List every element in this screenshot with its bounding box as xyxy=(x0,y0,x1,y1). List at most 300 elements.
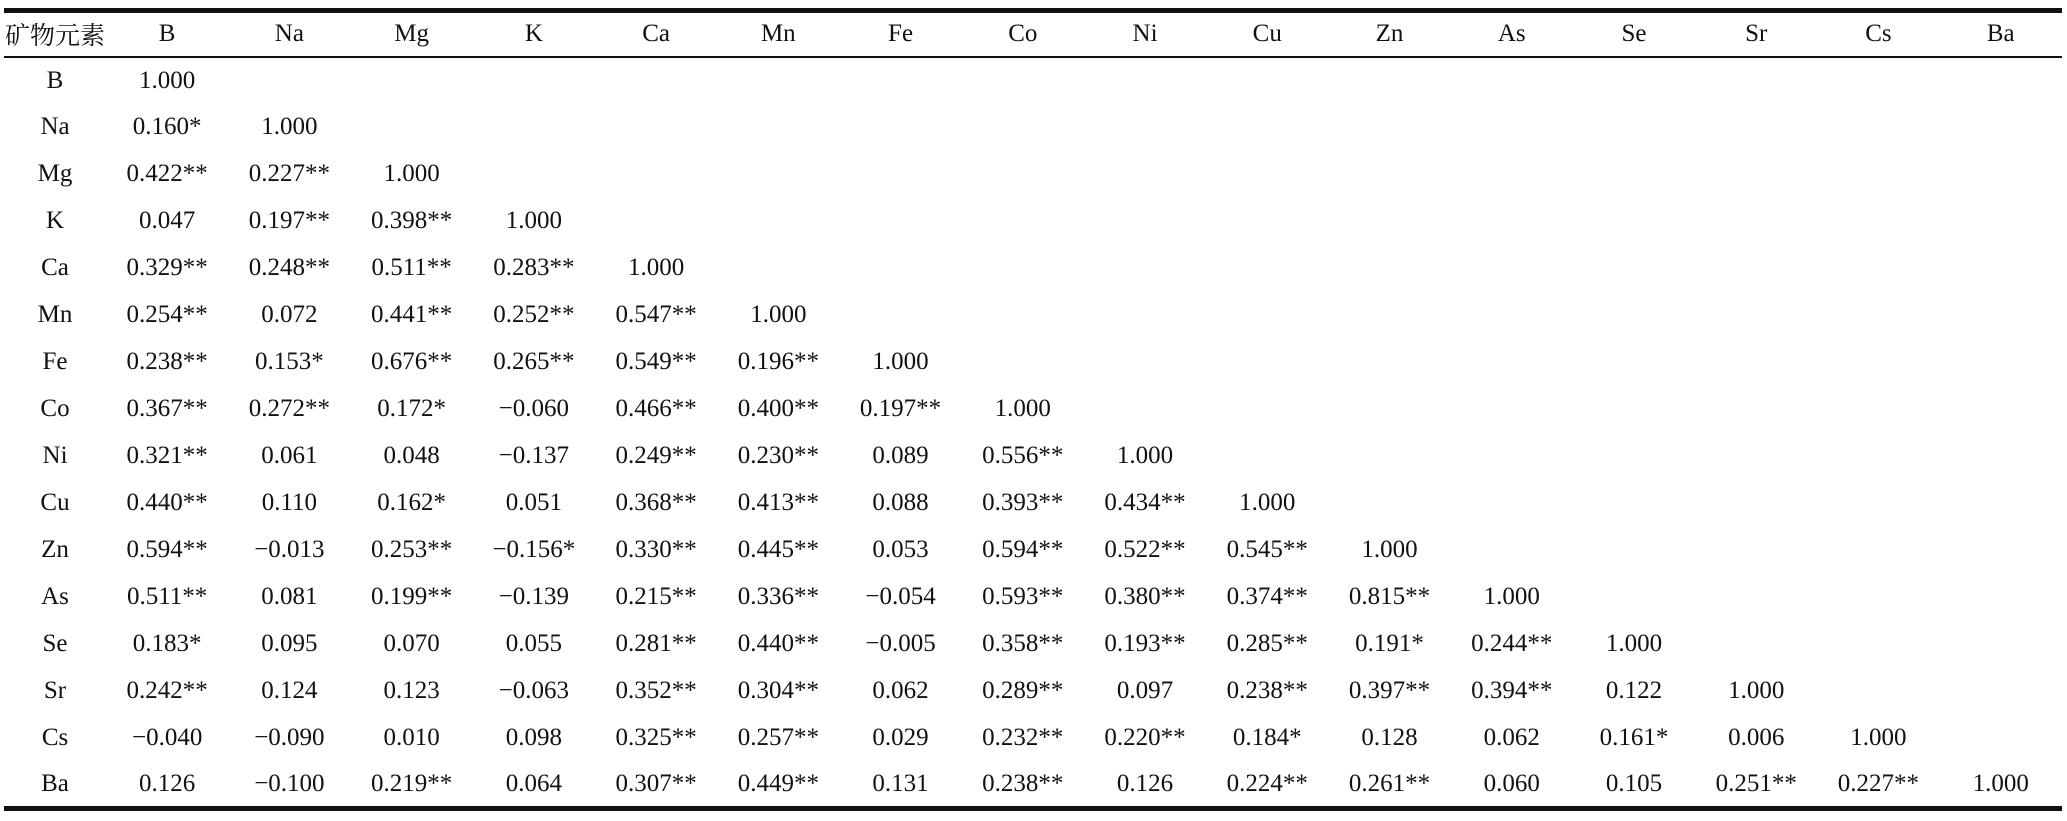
table-cell: 0.048 xyxy=(383,442,440,469)
table-cell: 0.413** xyxy=(737,489,819,516)
table-cell xyxy=(1817,104,1939,151)
table-cell: 0.400** xyxy=(737,395,819,422)
table-cell xyxy=(351,57,473,104)
table-cell xyxy=(1328,151,1450,198)
table-cell xyxy=(839,151,961,198)
table-cell xyxy=(839,104,961,151)
table-row xyxy=(4,386,2062,433)
table-cell xyxy=(1206,292,1328,339)
table-cell: 0.197** xyxy=(248,207,330,234)
table-cell xyxy=(351,104,473,151)
table-cell: 0.153* xyxy=(255,348,324,375)
table-cell xyxy=(1695,386,1817,433)
table-cell: −0.005 xyxy=(865,630,936,657)
table-cell: 0.307** xyxy=(595,762,717,809)
table-cell: 1.000 xyxy=(994,395,1051,422)
table-cell xyxy=(1940,668,2062,715)
column-header-zn: Zn xyxy=(1328,11,1450,57)
table-cell: 0.006 xyxy=(1728,724,1785,751)
column-header-as: As xyxy=(1451,11,1573,57)
table-cell: −0.100 xyxy=(228,762,350,809)
table-cell: −0.013 xyxy=(254,536,325,563)
table-cell xyxy=(1695,433,1817,480)
table-cell xyxy=(962,104,1084,151)
table-cell xyxy=(1328,386,1450,433)
table-cell xyxy=(1084,198,1206,245)
table-cell: 0.325** xyxy=(615,724,697,751)
table-cell: 0.289** xyxy=(982,677,1064,704)
row-label: Ni xyxy=(42,442,68,469)
table-cell: 0.124 xyxy=(261,677,318,704)
table-cell: 0.253** xyxy=(370,536,453,563)
table-cell xyxy=(1573,433,1695,480)
table-cell xyxy=(1206,198,1328,245)
table-cell xyxy=(1328,57,1450,104)
table-cell: 1.000 xyxy=(1483,583,1540,610)
table-cell: 0.070 xyxy=(383,630,440,657)
table-cell xyxy=(1695,57,1817,104)
table-cell: 0.131 xyxy=(839,762,961,809)
table-cell xyxy=(1940,621,2062,668)
table-cell: 0.367** xyxy=(126,395,208,422)
table-row xyxy=(4,151,2062,198)
table-cell xyxy=(1328,104,1450,151)
table-cell: 0.072 xyxy=(261,301,318,328)
table-cell: 0.545** xyxy=(1226,536,1308,563)
table-cell xyxy=(1451,57,1573,104)
column-header-cu: Cu xyxy=(1206,11,1328,57)
table-cell: 0.230** xyxy=(737,442,819,469)
row-label: Se xyxy=(42,630,68,657)
table-cell xyxy=(1206,151,1328,198)
table-cell: 1.000 xyxy=(1728,677,1785,704)
table-row xyxy=(4,715,2062,762)
table-cell: 0.440** xyxy=(126,489,208,516)
table-cell: 1.000 xyxy=(627,254,685,281)
table-cell xyxy=(1573,57,1695,104)
table-cell xyxy=(1695,480,1817,527)
table-cell xyxy=(839,57,961,104)
table-cell xyxy=(595,57,717,104)
row-label: As xyxy=(41,583,69,610)
table-cell: 0.330** xyxy=(615,536,697,563)
column-header-ca: Ca xyxy=(595,11,717,57)
table-cell xyxy=(595,104,717,151)
table-cell xyxy=(962,198,1084,245)
table-cell xyxy=(1695,527,1817,574)
table-cell: 0.220** xyxy=(1104,724,1186,751)
table-cell xyxy=(1451,245,1573,292)
row-label: Mn xyxy=(37,301,73,328)
table-cell xyxy=(1817,57,1939,104)
table-cell xyxy=(1573,245,1695,292)
table-cell xyxy=(1817,386,1939,433)
table-cell: 0.249** xyxy=(615,442,697,469)
row-label: Cu xyxy=(40,489,70,516)
table-cell: 0.097 xyxy=(1116,677,1174,704)
table-cell: 0.199** xyxy=(370,583,453,610)
table-cell xyxy=(1817,527,1939,574)
table-cell xyxy=(1817,198,1939,245)
table-cell: 0.238** xyxy=(962,762,1084,809)
table-cell: 0.193** xyxy=(1104,630,1186,657)
table-cell: −0.054 xyxy=(865,583,936,610)
table-cell xyxy=(1940,339,2062,386)
table-cell xyxy=(1451,104,1573,151)
table-cell: 0.053 xyxy=(872,536,929,563)
table-cell: 0.197** xyxy=(859,395,942,422)
table-cell: 0.062 xyxy=(872,677,929,704)
table-cell: 0.055 xyxy=(505,630,562,657)
table-cell: −0.137 xyxy=(498,442,570,469)
table-cell: 0.594** xyxy=(982,536,1064,563)
table-cell xyxy=(1695,198,1817,245)
table-cell xyxy=(1084,245,1206,292)
table-cell xyxy=(1817,480,1939,527)
column-header-fe: Fe xyxy=(839,11,961,57)
row-label: Na xyxy=(40,113,70,140)
table-cell: 0.441** xyxy=(370,301,453,328)
table-cell xyxy=(1573,480,1695,527)
table-cell xyxy=(1940,104,2062,151)
table-cell xyxy=(839,198,961,245)
table-cell xyxy=(1573,386,1695,433)
table-cell xyxy=(839,292,961,339)
table-cell: 0.265** xyxy=(493,348,575,375)
table-cell xyxy=(473,104,595,151)
table-cell xyxy=(1451,433,1573,480)
table-cell xyxy=(1940,292,2062,339)
table-cell: 0.522** xyxy=(1104,536,1186,563)
row-label: Cs xyxy=(41,724,69,751)
table-cell: 0.676** xyxy=(370,348,453,375)
table-header xyxy=(4,11,2062,57)
table-cell: 0.556** xyxy=(982,442,1064,469)
table-cell: 0.434** xyxy=(1104,489,1186,516)
table-cell: −0.040 xyxy=(131,724,203,751)
table-cell: 0.089 xyxy=(872,442,929,469)
table-cell xyxy=(1451,292,1573,339)
table-cell: 0.219** xyxy=(351,762,473,809)
table-cell: 0.248** xyxy=(248,254,330,281)
table-cell: 0.061 xyxy=(261,442,318,469)
table-cell xyxy=(1084,339,1206,386)
table-cell: 0.440** xyxy=(737,630,819,657)
table-cell: 0.272** xyxy=(248,395,330,422)
table-cell xyxy=(1940,715,2062,762)
table-cell: 0.123 xyxy=(383,677,440,704)
table-cell xyxy=(1940,151,2062,198)
table-cell xyxy=(228,57,350,104)
table-cell: 0.238** xyxy=(126,348,208,375)
table-cell: −0.090 xyxy=(254,724,325,751)
table-cell xyxy=(1573,292,1695,339)
table-cell: 0.162* xyxy=(377,489,446,516)
table-cell xyxy=(1817,574,1939,621)
table-cell: 0.244** xyxy=(1471,630,1553,657)
table-cell: 0.060 xyxy=(1451,762,1573,809)
table-cell xyxy=(1451,386,1573,433)
table-row xyxy=(4,245,2062,292)
table-cell: 0.329** xyxy=(126,254,208,281)
table-cell xyxy=(1573,198,1695,245)
table-cell: 1.000 xyxy=(1850,724,1907,751)
table-cell: 0.815** xyxy=(1348,583,1431,610)
row-label: Mg xyxy=(37,160,73,187)
table-cell: 0.238** xyxy=(1226,677,1308,704)
table-cell xyxy=(1940,245,2062,292)
column-header-na: Na xyxy=(228,11,350,57)
table-cell: 0.081 xyxy=(261,583,318,610)
column-header-ba: Ba xyxy=(1940,11,2062,57)
table-cell: 1.000 xyxy=(261,113,318,140)
table-cell xyxy=(1451,527,1573,574)
table-cell: 0.336** xyxy=(737,583,819,610)
table-cell: 0.064 xyxy=(473,762,595,809)
table-cell: 1.000 xyxy=(139,66,196,94)
table-cell: 0.010 xyxy=(383,724,440,751)
table-cell xyxy=(1817,339,1939,386)
table-row xyxy=(4,668,2062,715)
table-cell: 0.029 xyxy=(872,724,929,751)
table-cell xyxy=(1940,433,2062,480)
table-cell xyxy=(1817,621,1939,668)
table-cell xyxy=(1940,527,2062,574)
table-cell xyxy=(717,151,839,198)
table-cell: 0.242** xyxy=(126,677,208,704)
table-cell: 1.000 xyxy=(750,301,807,328)
table-cell xyxy=(1940,480,2062,527)
table-cell xyxy=(1817,245,1939,292)
table-cell: 0.196** xyxy=(737,348,819,375)
table-cell: 1.000 xyxy=(383,160,440,187)
table-cell xyxy=(1695,245,1817,292)
table-row xyxy=(4,57,2062,104)
row-label: Sr xyxy=(43,677,67,704)
table-cell: 0.224** xyxy=(1206,762,1328,809)
table-row xyxy=(4,527,2062,574)
table-row xyxy=(4,621,2062,668)
table-cell xyxy=(717,198,839,245)
table-cell: 0.393** xyxy=(982,489,1064,516)
table-cell xyxy=(717,104,839,151)
column-header-b: B xyxy=(106,11,228,57)
table-cell: 0.047 xyxy=(139,207,196,234)
table-cell xyxy=(473,151,595,198)
table-cell: 0.051 xyxy=(505,489,562,516)
table-cell: 0.449** xyxy=(717,762,839,809)
table-cell xyxy=(1695,339,1817,386)
row-label: Fe xyxy=(42,348,68,375)
row-label: Zn xyxy=(41,536,69,563)
table-cell: 0.281** xyxy=(615,630,697,657)
table-cell xyxy=(1695,104,1817,151)
column-header-cs: Cs xyxy=(1817,11,1939,57)
table-cell: 0.227** xyxy=(248,160,330,187)
table-cell: 0.368** xyxy=(615,489,697,516)
table-cell: 0.128 xyxy=(1361,724,1418,751)
row-label: B xyxy=(46,66,64,94)
table-cell: 0.380** xyxy=(1104,583,1186,610)
table-cell: 0.374** xyxy=(1226,583,1308,610)
table-cell xyxy=(1451,339,1573,386)
table-cell xyxy=(1206,339,1328,386)
table-cell xyxy=(1206,386,1328,433)
table-cell xyxy=(473,57,595,104)
table-cell: 0.160* xyxy=(132,113,202,140)
table-cell xyxy=(1573,151,1695,198)
header-row xyxy=(4,11,2062,57)
table-cell xyxy=(1206,104,1328,151)
table-cell: 0.304** xyxy=(737,677,819,704)
table-cell: 0.511** xyxy=(371,254,452,281)
column-header-se: Se xyxy=(1573,11,1695,57)
table-cell xyxy=(1084,57,1206,104)
row-label: Ba xyxy=(4,762,106,809)
table-cell xyxy=(1573,574,1695,621)
table-cell xyxy=(1084,104,1206,151)
table-cell: 0.358** xyxy=(982,630,1064,657)
table-cell xyxy=(1817,433,1939,480)
table-cell: 1.000 xyxy=(1940,762,2062,809)
table-cell xyxy=(1695,292,1817,339)
table-cell xyxy=(1451,151,1573,198)
table-cell xyxy=(1940,198,2062,245)
corner-label: 矿物元素 xyxy=(4,11,106,57)
table-cell: 0.088 xyxy=(872,489,929,516)
table-cell xyxy=(717,245,839,292)
table-cell xyxy=(1451,198,1573,245)
column-header-ni: Ni xyxy=(1084,11,1206,57)
row-label: Co xyxy=(40,395,70,422)
table-cell: −0.060 xyxy=(498,395,570,422)
table-cell xyxy=(1940,386,2062,433)
table-cell xyxy=(1084,386,1206,433)
table-cell xyxy=(1328,433,1450,480)
table-cell xyxy=(962,292,1084,339)
table-cell: 0.352** xyxy=(615,677,697,704)
table-row xyxy=(4,198,2062,245)
table-cell: 0.126 xyxy=(106,762,228,809)
table-cell xyxy=(595,198,717,245)
table-cell xyxy=(1817,151,1939,198)
table-cell: 0.394** xyxy=(1471,677,1553,704)
table-cell xyxy=(1084,151,1206,198)
table-row xyxy=(4,574,2062,621)
table-cell: 0.251** xyxy=(1695,762,1817,809)
table-cell: 0.594** xyxy=(126,536,208,563)
table-cell: 0.466** xyxy=(615,395,697,422)
table-cell xyxy=(1328,292,1450,339)
table-cell xyxy=(1206,433,1328,480)
table-cell: 0.105 xyxy=(1573,762,1695,809)
table-cell: 0.098 xyxy=(505,724,562,751)
table-cell: 1.000 xyxy=(872,348,929,375)
table-cell: 0.422** xyxy=(126,160,208,187)
table-cell xyxy=(717,57,839,104)
table-cell xyxy=(839,245,961,292)
table-cell: 0.283** xyxy=(493,254,575,281)
table-cell xyxy=(1206,245,1328,292)
column-header-k: K xyxy=(473,11,595,57)
table-cell: 0.122 xyxy=(1605,677,1663,704)
table-cell xyxy=(1451,480,1573,527)
correlation-table-wrapper xyxy=(4,0,2062,821)
table-cell xyxy=(1573,339,1695,386)
table-cell: −0.139 xyxy=(498,583,570,610)
table-cell: 0.095 xyxy=(261,630,318,657)
table-cell: 0.397** xyxy=(1348,677,1431,704)
table-cell xyxy=(1695,151,1817,198)
table-row xyxy=(4,762,2062,809)
table-cell xyxy=(1817,668,1939,715)
table-row xyxy=(4,292,2062,339)
table-cell: 0.062 xyxy=(1483,724,1540,751)
table-cell: 1.000 xyxy=(1239,489,1296,516)
row-label: K xyxy=(45,207,65,234)
table-cell xyxy=(1940,574,2062,621)
table-cell: 1.000 xyxy=(1361,536,1418,563)
table-cell: 0.285** xyxy=(1226,630,1308,657)
table-cell: 0.254** xyxy=(126,301,208,328)
table-cell xyxy=(1695,621,1817,668)
table-cell xyxy=(1328,480,1450,527)
table-cell: 0.252** xyxy=(493,301,575,328)
table-cell xyxy=(1573,527,1695,574)
table-cell xyxy=(1206,57,1328,104)
column-header-sr: Sr xyxy=(1695,11,1817,57)
table-row xyxy=(4,480,2062,527)
table-cell xyxy=(962,57,1084,104)
table-row xyxy=(4,433,2062,480)
table-cell: 0.511** xyxy=(126,583,208,610)
table-cell xyxy=(1817,292,1939,339)
table-cell: −0.156* xyxy=(492,536,576,563)
column-header-mg: Mg xyxy=(351,11,473,57)
table-cell: 1.000 xyxy=(505,207,562,234)
table-cell: −0.063 xyxy=(498,677,570,704)
table-cell xyxy=(1328,198,1450,245)
table-cell: 0.232** xyxy=(982,724,1064,751)
table-row xyxy=(4,339,2062,386)
table-cell: 0.445** xyxy=(737,536,819,563)
table-cell xyxy=(1573,104,1695,151)
table-cell: 0.321** xyxy=(126,442,208,469)
table-cell: 0.398** xyxy=(370,207,453,234)
column-header-co: Co xyxy=(962,11,1084,57)
row-label: Ca xyxy=(41,254,69,281)
table-cell: 0.191* xyxy=(1355,630,1424,657)
table-cell xyxy=(1695,574,1817,621)
table-cell xyxy=(962,245,1084,292)
table-cell: 1.000 xyxy=(1605,630,1663,657)
table-cell: 0.126 xyxy=(1084,762,1206,809)
table-cell xyxy=(1328,339,1450,386)
table-cell: 0.172* xyxy=(377,395,446,422)
correlation-table xyxy=(4,8,2062,811)
table-cell: 0.161* xyxy=(1599,724,1669,751)
table-cell xyxy=(962,339,1084,386)
table-cell: 0.257** xyxy=(737,724,819,751)
column-header-mn: Mn xyxy=(717,11,839,57)
table-cell: 1.000 xyxy=(1116,442,1174,469)
table-cell: 0.184* xyxy=(1232,724,1302,751)
table-row xyxy=(4,104,2062,151)
table-cell: 0.593** xyxy=(982,583,1064,610)
table-cell: 0.261** xyxy=(1328,762,1450,809)
table-body xyxy=(4,57,2062,809)
table-cell xyxy=(1084,292,1206,339)
